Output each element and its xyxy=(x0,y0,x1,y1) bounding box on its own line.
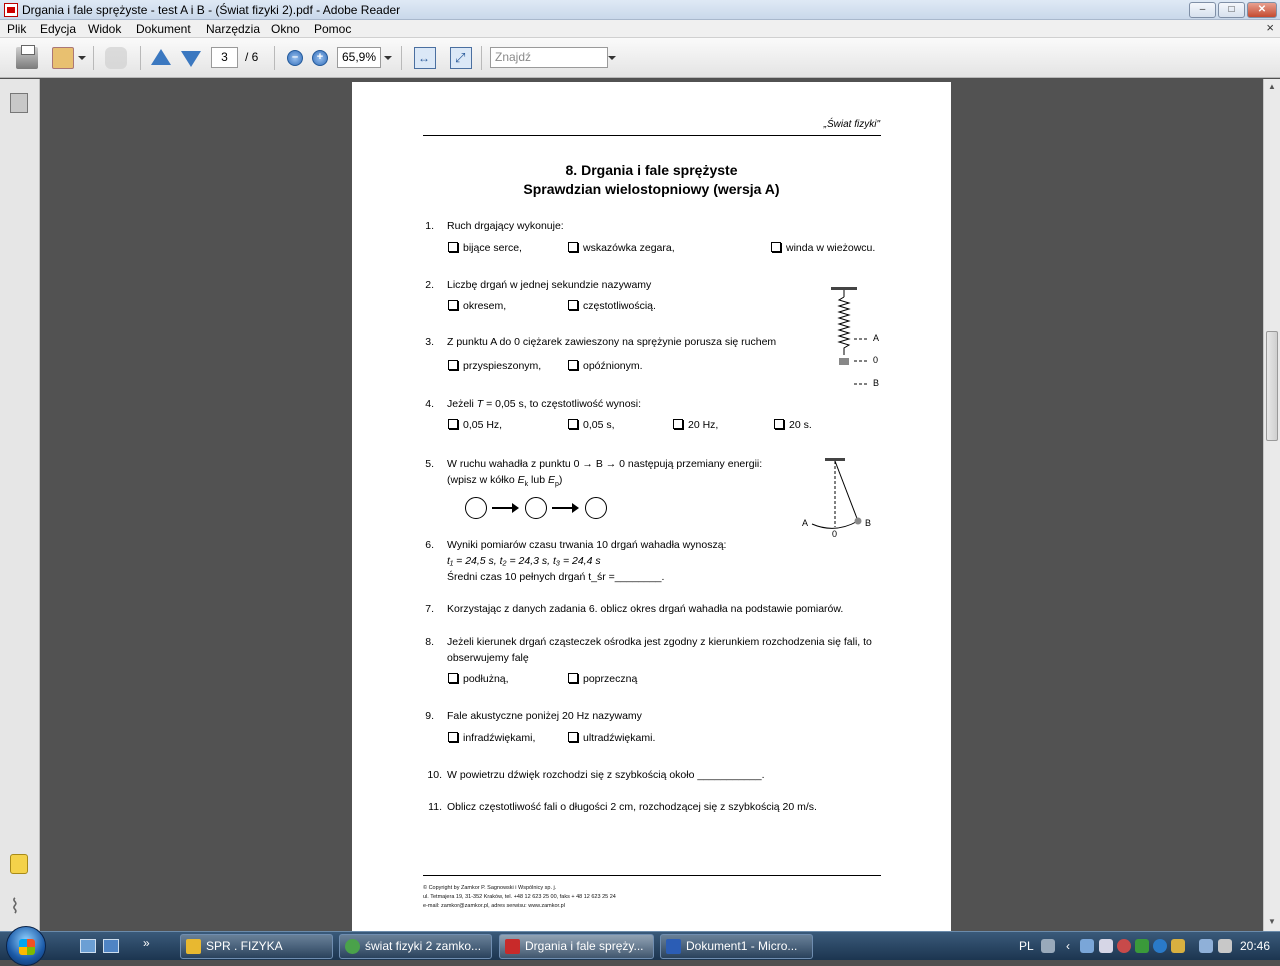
show-desktop-icon[interactable] xyxy=(80,939,96,953)
pdf-page xyxy=(352,82,951,931)
fit-page-icon[interactable] xyxy=(450,47,472,69)
question-number: 9. xyxy=(425,710,434,722)
footer-copyright: © Copyright by Zamkor P. Sagnowski i Wspólnicy sp. j. xyxy=(423,885,557,891)
question-2-text: Liczbę drgań w jednej sekundzie nazywamy xyxy=(447,279,652,291)
answer-option: poprzeczną xyxy=(568,673,637,685)
answer-option: 20 s. xyxy=(774,419,812,431)
checkbox[interactable] xyxy=(448,673,458,683)
volume-icon[interactable] xyxy=(1218,939,1232,953)
zoom-dropdown-icon[interactable] xyxy=(384,56,392,60)
checkbox[interactable] xyxy=(448,360,458,370)
answer-option: winda w wieżowcu. xyxy=(771,242,875,254)
network-status-icon[interactable] xyxy=(1199,939,1213,953)
toolbar-separator xyxy=(401,46,402,70)
test-subtitle: Sprawdzian wielostopniowy (wersja A) xyxy=(523,181,780,197)
chevron-down-icon[interactable] xyxy=(78,56,86,60)
checkbox[interactable] xyxy=(774,419,784,429)
question-number: 7. xyxy=(425,603,434,615)
question-8-text: Jeżeli kierunek drgań cząsteczek ośrodka jest zgodny z kierunkiem rozchodzenia się fali, to xyxy=(447,636,872,648)
menu-okno[interactable]: Okno xyxy=(271,22,300,36)
answer-option: 0,05 s, xyxy=(568,419,615,431)
question-number: 2. xyxy=(425,279,434,291)
question-6-data: t₁ = 24,5 s, t₂ = 24,3 s, t₃ = 24,4 s xyxy=(447,555,601,567)
question-3-text: Z punktu A do 0 ciężarek zawieszony na sprężynie porusza się ruchem xyxy=(447,336,777,348)
collaborate-icon xyxy=(105,47,127,69)
answer-option: 20 Hz, xyxy=(673,419,718,431)
pages-panel-icon[interactable] xyxy=(10,93,28,113)
question-5-hint: (wpisz w kółko $E_k$ lub $E_p$) xyxy=(447,474,563,489)
energy-circle-2[interactable] xyxy=(525,497,547,519)
scrollbar-thumb[interactable] xyxy=(1266,331,1278,441)
adobe-reader-icon xyxy=(4,3,18,17)
question-6-text: Wyniki pomiarów czasu trwania 10 drgań wahadła wynoszą: xyxy=(447,539,727,551)
checkbox[interactable] xyxy=(568,673,578,683)
checkbox[interactable] xyxy=(771,242,781,252)
checkbox[interactable] xyxy=(568,242,578,252)
taskbar-button-spr-fizyka[interactable]: SPR . FIZYKA xyxy=(180,934,333,959)
zoom-in-icon[interactable]: + xyxy=(312,50,328,66)
arrow-icon xyxy=(492,507,517,509)
title-bar xyxy=(0,0,1280,20)
spring-label-b: B xyxy=(873,378,880,388)
scroll-down-icon[interactable]: ▼ xyxy=(1268,917,1276,926)
taskbar xyxy=(0,931,1280,960)
footer-rule xyxy=(423,875,881,876)
answer-option: infradźwiękami, xyxy=(448,732,535,744)
find-dropdown-icon[interactable] xyxy=(608,56,616,60)
menu-edycja[interactable]: Edycja xyxy=(40,22,77,36)
language-indicator[interactable]: PL xyxy=(1019,939,1034,953)
folder-icon xyxy=(186,939,201,954)
pendulum-diagram xyxy=(800,454,890,542)
answer-option: opóźnionym. xyxy=(568,360,643,372)
test-title: 8. Drgania i fale sprężyste xyxy=(565,162,738,178)
question-10-text: W powietrzu dźwięk rozchodzi się z szybkością około ___________. xyxy=(447,769,765,781)
minimize-button[interactable]: – xyxy=(1189,2,1216,18)
quicklaunch-more[interactable]: » xyxy=(143,936,150,950)
header-rule xyxy=(423,135,881,136)
answer-option: podłużną, xyxy=(448,673,509,685)
answer-option: częstotliwością. xyxy=(568,300,656,312)
start-button[interactable] xyxy=(6,926,46,966)
energy-circle-1[interactable] xyxy=(465,497,487,519)
checkbox[interactable] xyxy=(448,242,458,252)
arrow-icon xyxy=(552,507,577,509)
spring-label-a: A xyxy=(873,333,880,343)
checkbox[interactable] xyxy=(673,419,683,429)
page-total: / 6 xyxy=(245,50,259,64)
answer-option: 0,05 Hz, xyxy=(448,419,502,431)
document-view[interactable] xyxy=(41,79,1263,931)
zoom-level-input[interactable]: 65,9% xyxy=(337,47,381,68)
taskbar-button-word[interactable]: Dokument1 - Micro... xyxy=(660,934,813,959)
footer-contact: e-mail: zamkor@zamkor.pl, adres serwisu: www.zamkor.pl xyxy=(423,903,565,909)
answer-option: ultradźwiękami. xyxy=(568,732,655,744)
menu-pomoc[interactable]: Pomoc xyxy=(314,22,352,36)
question-5-text: W ruchu wahadła z punktu 0 → B → 0 następują przemiany energii: xyxy=(447,458,763,470)
antivirus-icon[interactable] xyxy=(1117,939,1131,953)
checkbox[interactable] xyxy=(448,300,458,310)
chrome-icon xyxy=(345,939,360,954)
taskbar-button-adobe-reader[interactable]: Drgania i fale spręży... xyxy=(499,934,654,959)
checkbox[interactable] xyxy=(568,732,578,742)
email-icon[interactable] xyxy=(52,47,74,69)
zoom-out-icon[interactable]: – xyxy=(287,50,303,66)
question-number: 5. xyxy=(425,458,434,470)
checkbox[interactable] xyxy=(568,360,578,370)
checkbox[interactable] xyxy=(568,300,578,310)
pdf-icon xyxy=(505,939,520,954)
menu-plik[interactable]: Plik xyxy=(7,22,27,36)
document-close-icon[interactable]: × xyxy=(1266,20,1274,35)
spring-label-0: 0 xyxy=(873,355,879,365)
answer-option: bijące serce, xyxy=(448,242,522,254)
question-6-blank: Średni czas 10 pełnych drgań t_śr =________. xyxy=(447,571,665,583)
tray-app-icon[interactable] xyxy=(1153,939,1167,953)
menu-narzedzia[interactable]: Narzędzia xyxy=(206,22,261,36)
previous-page-icon[interactable] xyxy=(151,49,173,71)
checkbox[interactable] xyxy=(448,419,458,429)
pendulum-label-b: B xyxy=(865,518,872,528)
answer-option: przyspieszonym, xyxy=(448,360,541,372)
navigation-panel xyxy=(0,79,40,931)
footer-address: ul. Tetmajera 19, 31-352 Kraków, tel. +48 12 623 25 00, faks + 48 12 623 25 24 xyxy=(423,894,616,900)
pendulum-label-0: 0 xyxy=(832,529,838,539)
toolbar-separator xyxy=(140,46,141,70)
answer-option: okresem, xyxy=(448,300,506,312)
switch-windows-icon[interactable] xyxy=(103,939,119,953)
checkbox[interactable] xyxy=(448,732,458,742)
checkbox[interactable] xyxy=(568,419,578,429)
question-11-text: Oblicz częstotliwość fali o długości 2 cm, rozchodzącej się z szybkością 20 m/s. xyxy=(447,801,817,813)
close-button[interactable]: ✕ xyxy=(1247,2,1277,18)
menu-dokument[interactable]: Dokument xyxy=(136,22,191,36)
find-input[interactable]: Znajdź xyxy=(490,47,608,68)
print-icon[interactable] xyxy=(16,47,38,69)
window-title: Drgania i fale sprężyste - test A i B - (Świat fizyki 2).pdf - Adobe Reader xyxy=(22,3,401,17)
menu-bar xyxy=(0,20,1280,38)
page-number-input[interactable]: 3 xyxy=(211,47,238,68)
tray-app-icon[interactable] xyxy=(1099,939,1113,953)
question-4-text: Jeżeli T = 0,05 s, to częstotliwość wynosi: xyxy=(447,398,642,410)
fit-width-icon[interactable] xyxy=(414,47,436,69)
question-8-text-cont: obserwujemy falę xyxy=(447,652,529,664)
scroll-up-icon[interactable]: ▲ xyxy=(1268,82,1276,91)
keyboard-icon[interactable] xyxy=(1041,939,1055,953)
taskbar-button-chrome[interactable]: świat fizyki 2 zamko... xyxy=(339,934,492,959)
network-icon[interactable] xyxy=(1080,939,1094,953)
pendulum-label-a: A xyxy=(802,518,809,528)
energy-circle-3[interactable] xyxy=(585,497,607,519)
spring-diagram xyxy=(822,285,892,395)
toolbar-separator xyxy=(481,46,482,70)
question-number: 8. xyxy=(425,636,434,648)
tray-expand-icon[interactable]: ‹ xyxy=(1066,939,1070,953)
question-number: 1. xyxy=(425,220,434,232)
vertical-scrollbar[interactable] xyxy=(1263,79,1280,931)
word-icon xyxy=(666,939,681,954)
question-number: 6. xyxy=(425,539,434,551)
comments-icon[interactable] xyxy=(10,854,28,874)
question-9-text: Fale akustyczne poniżej 20 Hz nazywamy xyxy=(447,710,642,722)
attachment-icon[interactable]: ⌇ xyxy=(10,896,20,918)
tray-app-icon[interactable] xyxy=(1135,939,1149,953)
answer-option: wskazówka zegara, xyxy=(568,242,675,254)
question-number: 4. xyxy=(425,398,434,410)
page-header: „Świat fizyki" xyxy=(823,119,880,130)
menu-widok[interactable]: Widok xyxy=(88,22,122,36)
tray-app-icon[interactable] xyxy=(1171,939,1185,953)
maximize-button[interactable]: □ xyxy=(1218,2,1245,18)
question-number: 3. xyxy=(425,336,434,348)
toolbar-separator xyxy=(93,46,94,70)
question-number: 11. xyxy=(428,801,442,813)
clock[interactable]: 20:46 xyxy=(1240,939,1271,953)
next-page-icon[interactable] xyxy=(181,51,203,73)
toolbar-separator xyxy=(274,46,275,70)
question-1-text: Ruch drgający wykonuje: xyxy=(447,220,564,232)
question-number: 10. xyxy=(427,769,442,781)
toolbar xyxy=(0,38,1280,78)
question-7-text: Korzystając z danych zadania 6. oblicz okres drgań wahadła na podstawie pomiarów. xyxy=(447,603,844,615)
